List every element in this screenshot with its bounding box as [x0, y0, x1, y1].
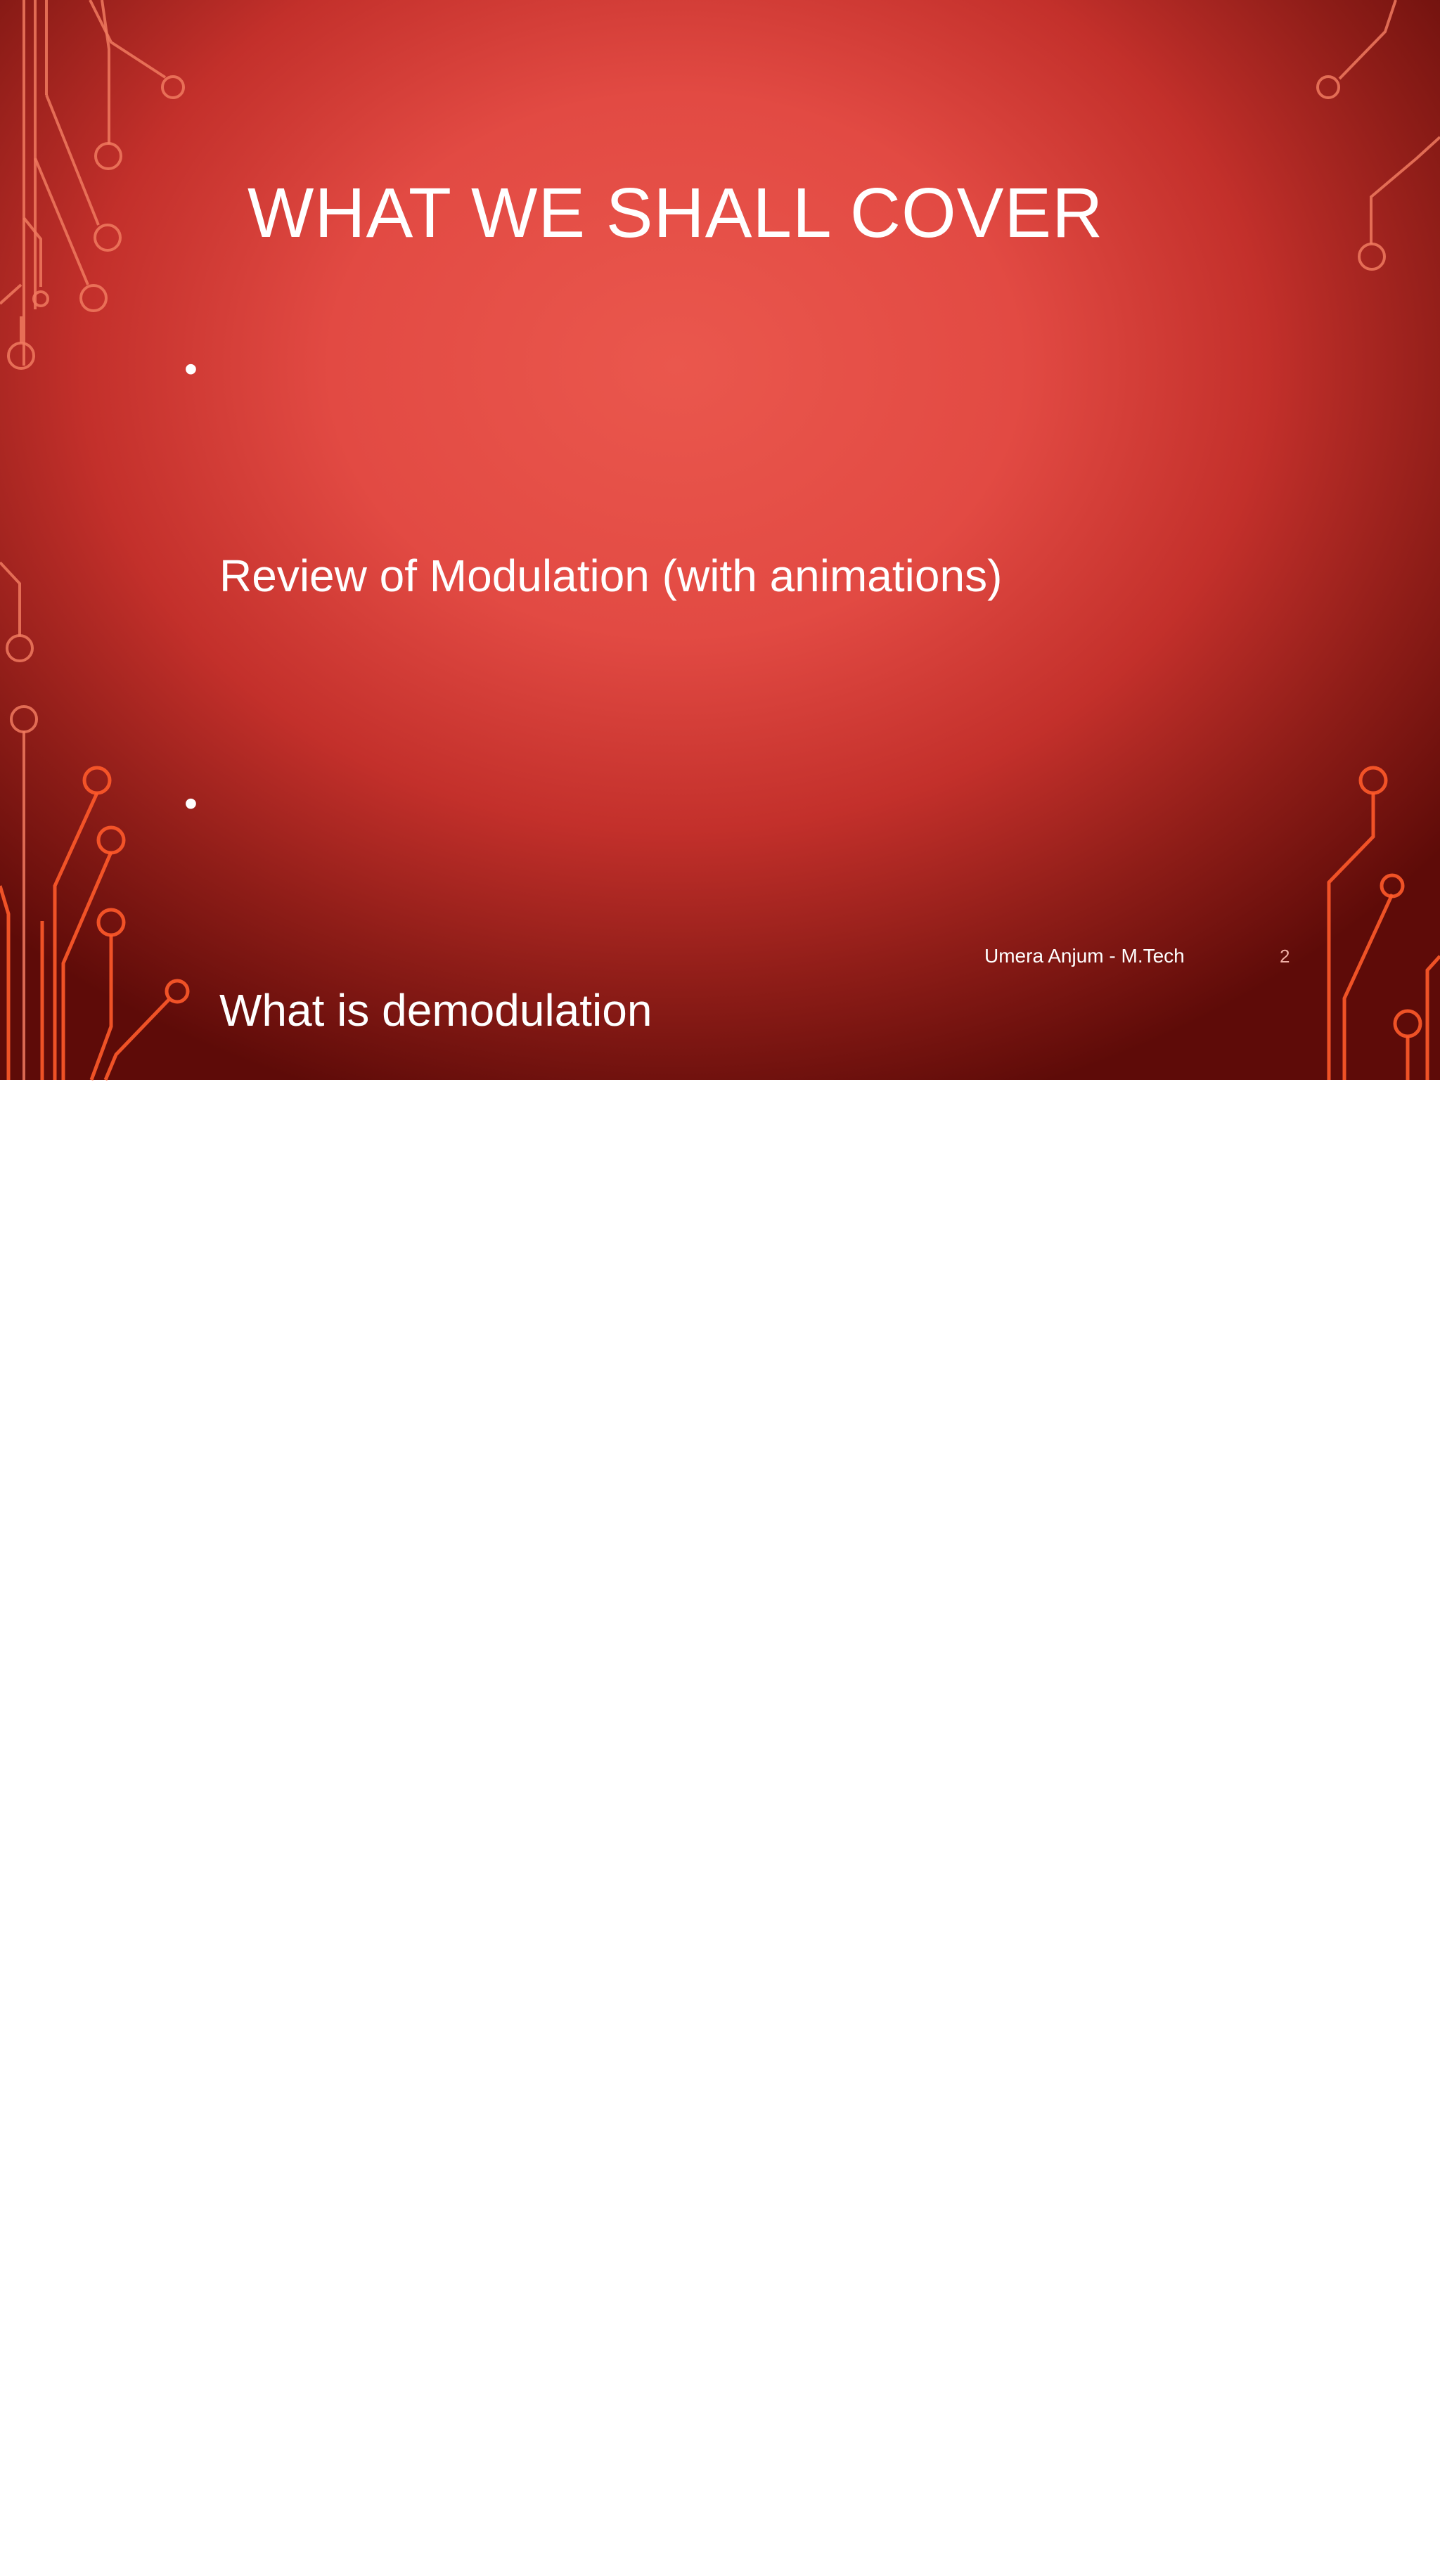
bullet-item — [184, 335, 1380, 748]
bullet-text: Types of FM Demodulators — [219, 1854, 773, 1905]
bullet-text: Study of Various FM Demodulators (Slope, Balanced, Foster-Seeley, Ratio and Phase Locked Loop) — [219, 2288, 1297, 2408]
bullet-icon: • — [184, 1217, 198, 1259]
bullet-icon: • — [184, 2086, 198, 2128]
bullet-icon: • — [184, 783, 198, 825]
slide-title: WHAT WE SHALL COVER — [248, 174, 1104, 252]
bullet-item — [184, 2073, 1380, 2555]
bullet-text: Frequency Demodulation Definition — [219, 1419, 922, 1470]
bullet-text: What is demodulation — [219, 985, 652, 1036]
bullet-item — [184, 1204, 1380, 1617]
bullet-list — [184, 335, 1380, 2576]
footer-author: Umera Anjum - M.Tech — [984, 945, 1185, 967]
bullet-item — [184, 1638, 1380, 2052]
bullet-icon: • — [184, 1651, 198, 1694]
bullet-text: Review of Modulation (with animations) — [219, 550, 1003, 601]
bullet-item — [184, 769, 1380, 1183]
page-number: 2 — [1280, 946, 1290, 967]
bullet-icon: • — [184, 348, 198, 390]
